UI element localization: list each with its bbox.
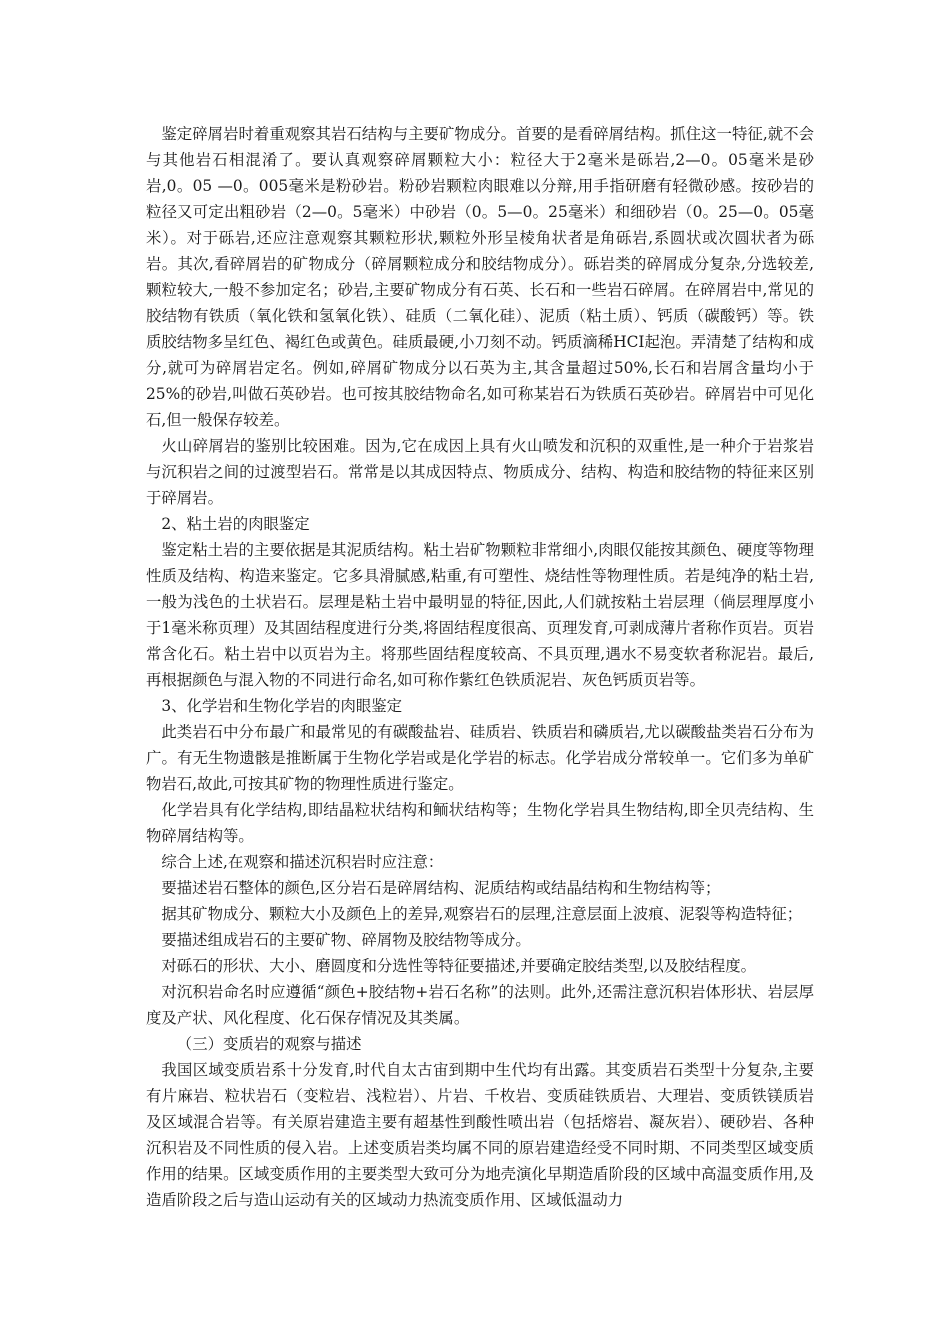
heading-chemical-rock: 3、化学岩和生物化学岩的肉眼鉴定 — [161, 697, 403, 715]
document-body — [146, 121, 814, 1213]
heading-clay-rock: 2、粘土岩的肉眼鉴定 — [161, 515, 310, 533]
list-item-color: 要描述岩石整体的颜色,区分岩石是碎屑结构、泥质结构或结晶结构和生物结构等； — [161, 879, 721, 897]
paragraph-chemical-rock-distribution: 此类岩石中分布最广和最常见的有碳酸盐岩、硅质岩、铁质岩和磷质岩,尤以碳酸盐类岩石分布为广。有无生物遗骸是推断属于生物化学岩或是化学岩的标志。化学岩成分常较单一。它们多为单矿物岩石,故此,可按其矿物的物理性质进行鉴定。 — [146, 723, 814, 793]
heading-metamorphic-rock: （三）变质岩的观察与描述 — [176, 1035, 362, 1053]
paragraph-metamorphic-rock: 我国区域变质岩系十分发育,时代自太古宙到期中生代均有出露。其变质岩石类型十分复杂,主要有片麻岩、粒状岩石（变粒岩、浅粒岩）、片岩、千枚岩、变质硅铁质岩、大理岩、变质铁镁质岩及区域混合岩等。有关原岩建造主要有超基性到酸性喷出岩（包括熔岩、凝灰岩）、硬砂岩、各种沉积岩及不同性质的侵入岩。上述变质岩类均属不同的原岩建造经受不同时期、不同类型区域变质作用的结果。区域变质作用的主要类型大致可分为地壳演化早期造盾阶段的区域中高温变质作用,及造盾阶段之后与造山运动有关的区域动力热流变质作用、区域低温动力 — [146, 1061, 814, 1209]
paragraph-summary-intro: 综合上述,在观察和描述沉积岩时应注意： — [161, 853, 444, 871]
paragraph-volcanic-clastic: 火山碎屑岩的鉴别比较困难。因为,它在成因上具有火山喷发和沉积的双重性,是一种介于岩浆岩与沉积岩之间的过渡型岩石。常常是以其成因特点、物质成分、结构、构造和胶结物的特征来区别于碎屑岩。 — [146, 437, 814, 507]
paragraph-chemical-rock-structure: 化学岩具有化学结构,即结晶粒状结构和鲕状结构等；生物化学岩具生物结构,即全贝壳结构、生物碎屑结构等。 — [146, 801, 814, 845]
list-item-bedding: 据其矿物成分、颗粒大小及颜色上的差异,观察岩石的层理,注意层面上波痕、泥裂等构造特征； — [161, 905, 803, 923]
paragraph-clay-rock-identification: 鉴定粘土岩的主要依据是其泥质结构。粘土岩矿物颗粒非常细小,肉眼仅能按其颜色、硬度等物理性质及结构、构造来鉴定。它多具滑腻感,粘重,有可塑性、烧结性等物理性质。若是纯净的粘土岩,一般为浅色的土状岩石。层理是粘土岩中最明显的特征,因此,人们就按粘土岩层理（倘层理厚度小于1毫米称页理）及其固结程度进行分类,将固结程度很高、页理发育,可剥成薄片者称作页岩。页岩常含化石。粘土岩中以页岩为主。将那些固结程度较高、不具页理,遇水不易变软者称泥岩。最后,再根据颜色与混入物的不同进行命名,如可称作紫红色铁质泥岩、灰色钙质页岩等。 — [146, 541, 814, 689]
list-item-gravel: 对砾石的形状、大小、磨圆度和分选性等特征要描述,并要确定胶结类型,以及胶结程度。 — [161, 957, 757, 975]
list-item-composition: 要描述组成岩石的主要矿物、碎屑物及胶结物等成分。 — [161, 931, 531, 949]
paragraph-clastic-rock-identification: 鉴定碎屑岩时着重观察其岩石结构与主要矿物成分。首要的是看碎屑结构。抓住这一特征,就不会与其他岩石相混淆了。要认真观察碎屑颗粒大小：粒径大于2毫米是砾岩,2—0。05毫米是砂岩,0。05 —0。005毫米是粉砂岩。粉砂岩颗粒肉眼难以分辩,用手指研磨有轻微砂感。按砂岩的粒径又可定出粗砂岩（2—0。5毫米）中砂岩（0。5—0。25毫米）和细砂岩（0。25—0。05毫米）。对于砾岩,还应注意观察其颗粒形状,颗粒外形呈棱角状者是角砾岩,系圆状或次圆状者为砾岩。其次,看碎屑岩的矿物成分（碎屑颗粒成分和胶结物成分）。砾岩类的碎屑成分复杂,分选较差,颗粒较大,一般不参加定名；砂岩,主要矿物成分有石英、长石和一些岩石碎屑。在碎屑岩中,常见的胶结物有铁质（氧化铁和氢氧化铁）、硅质（二氧化硅）、泥质（粘土质）、钙质（碳酸钙）等。铁质胶结物多呈红色、褐红色或黄色。硅质最硬,小刀刻不动。钙质滴稀HCI起泡。弄清楚了结构和成分,就可为碎屑岩定名。例如,碎屑矿物成分以石英为主,其含量超过50%,长石和岩屑含量均小于25%的砂岩,叫做石英砂岩。也可按其胶结物命名,如可称某岩石为铁质石英砂岩。碎屑岩中可见化石,但一般保存较差。 — [146, 125, 814, 429]
list-item-naming: 对沉积岩命名时应遵循“颜色+胶结物+岩石名称”的法则。此外,还需注意沉积岩体形状、岩层厚度及产状、风化程度、化石保存情况及其类属。 — [146, 983, 814, 1027]
